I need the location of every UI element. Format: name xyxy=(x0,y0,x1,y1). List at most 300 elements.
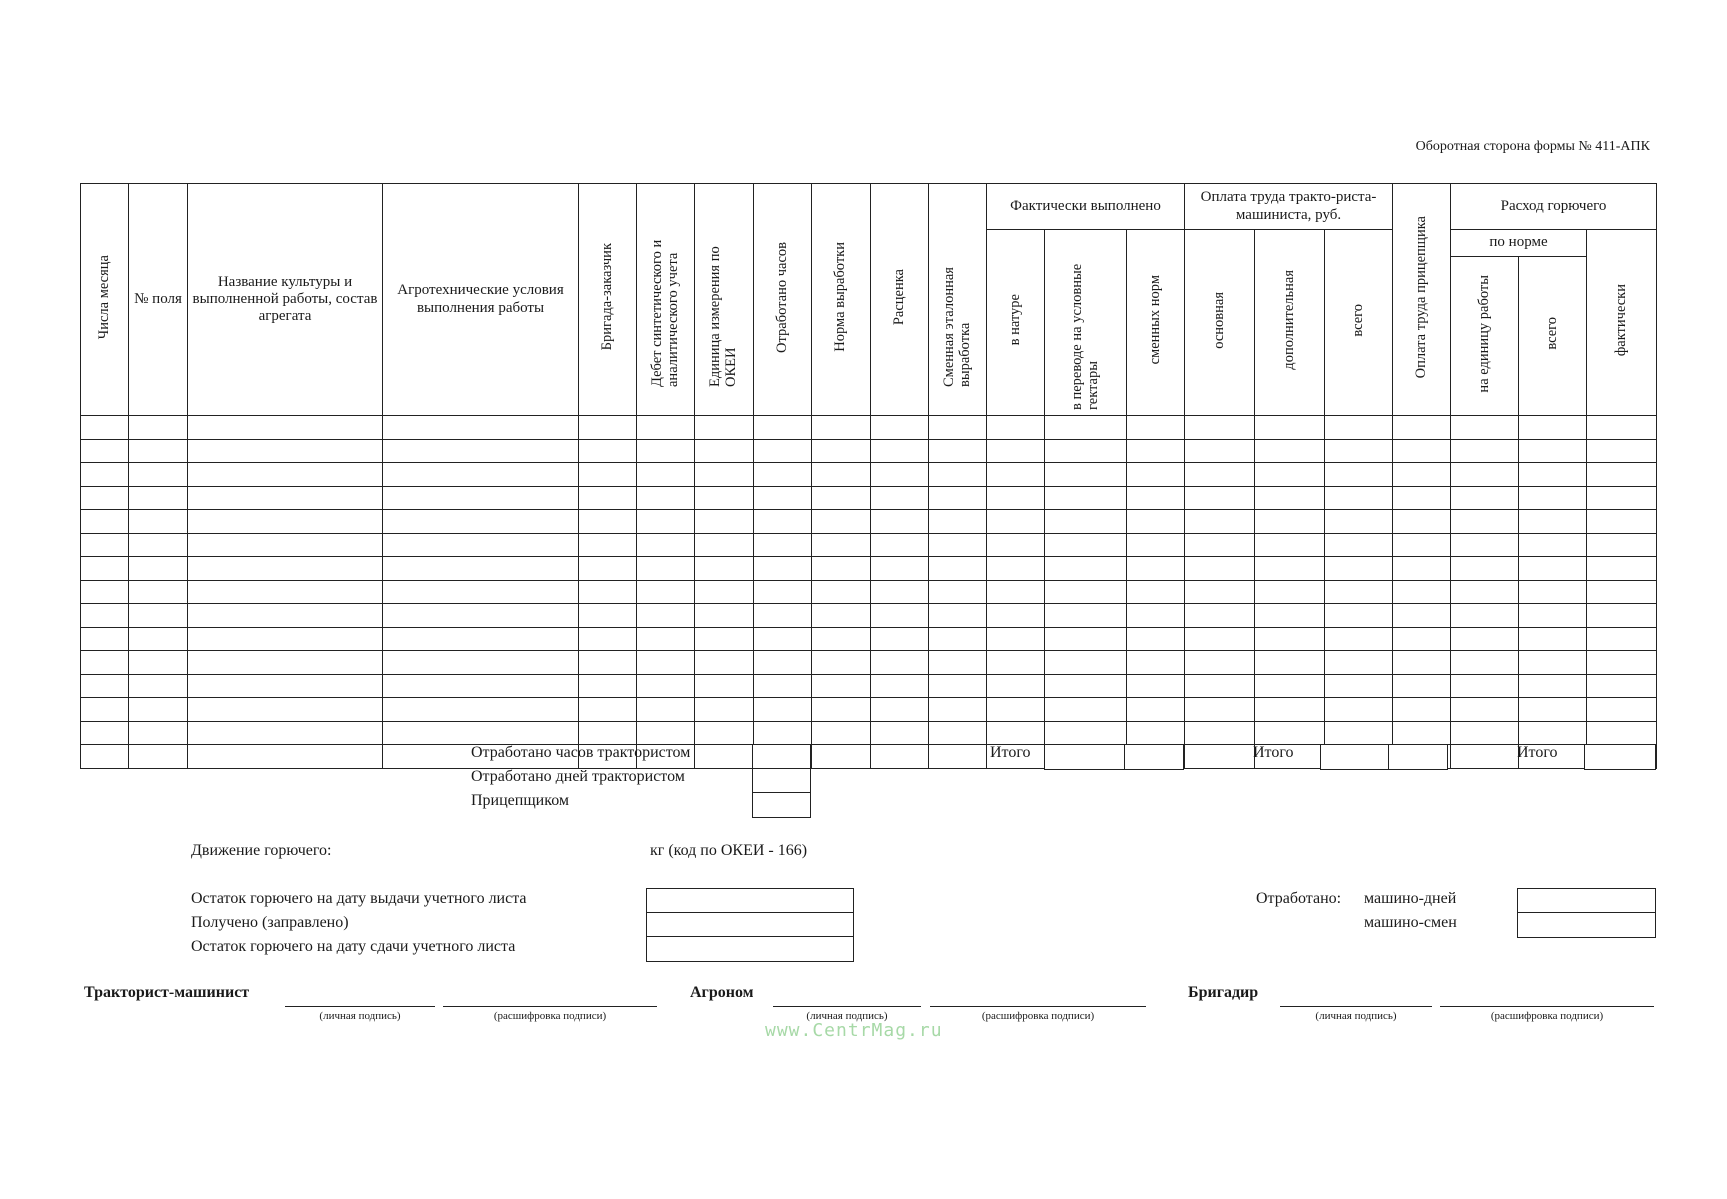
table-cell[interactable] xyxy=(1451,651,1519,675)
table-cell[interactable] xyxy=(1325,463,1393,487)
table-cell[interactable] xyxy=(987,651,1045,675)
table-cell[interactable] xyxy=(637,439,695,463)
sig-line-agronomist-personal[interactable] xyxy=(773,1006,921,1007)
table-cell[interactable] xyxy=(754,698,812,722)
table-cell[interactable] xyxy=(188,533,383,557)
table-cell[interactable] xyxy=(929,698,987,722)
table-cell[interactable] xyxy=(1451,745,1519,769)
table-cell[interactable] xyxy=(695,510,754,534)
table-cell[interactable] xyxy=(1127,627,1185,651)
table-cell[interactable] xyxy=(1325,439,1393,463)
table-cell[interactable] xyxy=(695,463,754,487)
table-cell[interactable] xyxy=(579,674,637,698)
table-cell[interactable] xyxy=(383,533,579,557)
table-cell[interactable] xyxy=(987,627,1045,651)
table-cell[interactable] xyxy=(1587,510,1657,534)
table-cell[interactable] xyxy=(695,580,754,604)
table-cell[interactable] xyxy=(579,698,637,722)
table-cell[interactable] xyxy=(81,533,129,557)
table-cell[interactable] xyxy=(579,486,637,510)
sig-line-brigadier-personal[interactable] xyxy=(1280,1006,1432,1007)
table-cell[interactable] xyxy=(812,604,871,628)
table-cell[interactable] xyxy=(188,510,383,534)
table-cell[interactable] xyxy=(929,463,987,487)
table-cell[interactable] xyxy=(383,580,579,604)
table-cell[interactable] xyxy=(1127,533,1185,557)
table-cell[interactable] xyxy=(1255,674,1325,698)
table-cell[interactable] xyxy=(1045,674,1127,698)
table-cell[interactable] xyxy=(1451,557,1519,581)
table-cell[interactable] xyxy=(81,486,129,510)
table-cell[interactable] xyxy=(1045,439,1127,463)
table-cell[interactable] xyxy=(383,698,579,722)
table-cell[interactable] xyxy=(129,486,188,510)
table-cell[interactable] xyxy=(81,416,129,440)
table-cell[interactable] xyxy=(1451,533,1519,557)
table-cell[interactable] xyxy=(1587,580,1657,604)
table-cell[interactable] xyxy=(129,698,188,722)
table-cell[interactable] xyxy=(1325,533,1393,557)
table-cell[interactable] xyxy=(129,745,188,769)
table-cell[interactable] xyxy=(929,510,987,534)
table-cell[interactable] xyxy=(754,651,812,675)
table-cell[interactable] xyxy=(754,721,812,745)
table-cell[interactable] xyxy=(383,439,579,463)
table-cell[interactable] xyxy=(987,721,1045,745)
table-cell[interactable] xyxy=(1127,486,1185,510)
table-cell[interactable] xyxy=(987,510,1045,534)
table-cell[interactable] xyxy=(637,651,695,675)
table-cell[interactable] xyxy=(81,510,129,534)
table-cell[interactable] xyxy=(1045,463,1127,487)
table-cell[interactable] xyxy=(188,674,383,698)
table-cell[interactable] xyxy=(871,533,929,557)
table-cell[interactable] xyxy=(695,627,754,651)
table-cell[interactable] xyxy=(754,510,812,534)
table-cell[interactable] xyxy=(812,698,871,722)
table-cell[interactable] xyxy=(1587,486,1657,510)
table-cell[interactable] xyxy=(1127,557,1185,581)
table-cell[interactable] xyxy=(871,604,929,628)
table-cell[interactable] xyxy=(1325,674,1393,698)
table-cell[interactable] xyxy=(754,604,812,628)
table-cell[interactable] xyxy=(929,533,987,557)
table-cell[interactable] xyxy=(871,698,929,722)
table-cell[interactable] xyxy=(1587,463,1657,487)
table-cell[interactable] xyxy=(579,721,637,745)
table-cell[interactable] xyxy=(1451,486,1519,510)
table-cell[interactable] xyxy=(1127,674,1185,698)
machine-shifts-box[interactable] xyxy=(1517,912,1656,938)
sig-line-tractorist-decode[interactable] xyxy=(443,1006,657,1007)
table-cell[interactable] xyxy=(1127,651,1185,675)
table-cell[interactable] xyxy=(1325,651,1393,675)
table-cell[interactable] xyxy=(1185,627,1255,651)
table-cell[interactable] xyxy=(188,745,383,769)
table-cell[interactable] xyxy=(1255,416,1325,440)
table-cell[interactable] xyxy=(579,627,637,651)
table-cell[interactable] xyxy=(754,557,812,581)
table-cell[interactable] xyxy=(1255,627,1325,651)
table-cell[interactable] xyxy=(637,627,695,651)
table-cell[interactable] xyxy=(1185,486,1255,510)
table-cell[interactable] xyxy=(188,439,383,463)
table-cell[interactable] xyxy=(929,721,987,745)
table-cell[interactable] xyxy=(1325,510,1393,534)
table-cell[interactable] xyxy=(1185,580,1255,604)
table-cell[interactable] xyxy=(754,533,812,557)
table-cell[interactable] xyxy=(1325,627,1393,651)
table-cell[interactable] xyxy=(695,439,754,463)
table-cell[interactable] xyxy=(383,510,579,534)
table-cell[interactable] xyxy=(812,533,871,557)
table-cell[interactable] xyxy=(987,674,1045,698)
table-cell[interactable] xyxy=(81,580,129,604)
table-cell[interactable] xyxy=(695,557,754,581)
table-cell[interactable] xyxy=(579,463,637,487)
table-cell[interactable] xyxy=(754,439,812,463)
table-cell[interactable] xyxy=(1255,439,1325,463)
table-cell[interactable] xyxy=(1519,627,1587,651)
table-cell[interactable] xyxy=(1587,416,1657,440)
table-cell[interactable] xyxy=(1325,580,1393,604)
table-cell[interactable] xyxy=(1045,651,1127,675)
table-cell[interactable] xyxy=(1185,604,1255,628)
table-cell[interactable] xyxy=(1185,651,1255,675)
table-cell[interactable] xyxy=(1519,580,1587,604)
table-cell[interactable] xyxy=(754,486,812,510)
table-cell[interactable] xyxy=(188,698,383,722)
table-cell[interactable] xyxy=(129,557,188,581)
table-cell[interactable] xyxy=(987,463,1045,487)
table-cell[interactable] xyxy=(987,604,1045,628)
table-cell[interactable] xyxy=(1393,416,1451,440)
table-cell[interactable] xyxy=(812,745,871,769)
table-cell[interactable] xyxy=(987,486,1045,510)
table-cell[interactable] xyxy=(987,439,1045,463)
table-cell[interactable] xyxy=(1255,604,1325,628)
table-cell[interactable] xyxy=(1045,533,1127,557)
table-cell[interactable] xyxy=(1451,627,1519,651)
table-cell[interactable] xyxy=(1127,698,1185,722)
table-cell[interactable] xyxy=(81,745,129,769)
table-cell[interactable] xyxy=(1393,674,1451,698)
table-cell[interactable] xyxy=(1519,698,1587,722)
table-cell[interactable] xyxy=(1451,439,1519,463)
table-cell[interactable] xyxy=(637,463,695,487)
table-cell[interactable] xyxy=(81,557,129,581)
table-cell[interactable] xyxy=(1255,533,1325,557)
table-cell[interactable] xyxy=(1393,604,1451,628)
table-cell[interactable] xyxy=(129,674,188,698)
table-cell[interactable] xyxy=(1185,533,1255,557)
table-cell[interactable] xyxy=(695,721,754,745)
table-cell[interactable] xyxy=(1255,486,1325,510)
table-cell[interactable] xyxy=(188,627,383,651)
table-cell[interactable] xyxy=(1393,627,1451,651)
table-cell[interactable] xyxy=(1185,721,1255,745)
table-cell[interactable] xyxy=(383,721,579,745)
table-cell[interactable] xyxy=(1045,557,1127,581)
table-cell[interactable] xyxy=(383,627,579,651)
table-cell[interactable] xyxy=(1255,698,1325,722)
table-cell[interactable] xyxy=(81,721,129,745)
table-cell[interactable] xyxy=(637,604,695,628)
table-cell[interactable] xyxy=(812,651,871,675)
table-cell[interactable] xyxy=(1185,439,1255,463)
table-cell[interactable] xyxy=(579,651,637,675)
table-cell[interactable] xyxy=(871,627,929,651)
table-cell[interactable] xyxy=(929,486,987,510)
table-cell[interactable] xyxy=(871,580,929,604)
table-cell[interactable] xyxy=(1127,510,1185,534)
table-cell[interactable] xyxy=(1393,721,1451,745)
table-cell[interactable] xyxy=(81,627,129,651)
sig-line-tractorist-personal[interactable] xyxy=(285,1006,435,1007)
days-by-tractorist-box[interactable] xyxy=(752,768,811,794)
table-cell[interactable] xyxy=(637,557,695,581)
table-cell[interactable] xyxy=(81,604,129,628)
table-cell[interactable] xyxy=(1255,557,1325,581)
sig-line-brigadier-decode[interactable] xyxy=(1440,1006,1654,1007)
table-cell[interactable] xyxy=(1127,721,1185,745)
itogo-trailer-pay-box[interactable] xyxy=(1388,744,1448,770)
table-cell[interactable] xyxy=(1127,439,1185,463)
table-cell[interactable] xyxy=(188,463,383,487)
table-cell[interactable] xyxy=(1127,416,1185,440)
table-cell[interactable] xyxy=(1451,510,1519,534)
table-cell[interactable] xyxy=(188,416,383,440)
table-cell[interactable] xyxy=(81,674,129,698)
table-cell[interactable] xyxy=(1587,698,1657,722)
table-cell[interactable] xyxy=(1519,510,1587,534)
table-cell[interactable] xyxy=(929,416,987,440)
table-cell[interactable] xyxy=(1393,463,1451,487)
table-cell[interactable] xyxy=(929,674,987,698)
table-cell[interactable] xyxy=(1255,580,1325,604)
table-cell[interactable] xyxy=(871,557,929,581)
table-cell[interactable] xyxy=(1587,604,1657,628)
table-cell[interactable] xyxy=(1587,651,1657,675)
table-cell[interactable] xyxy=(383,674,579,698)
itogo-fact-shift-box[interactable] xyxy=(1124,744,1184,770)
table-cell[interactable] xyxy=(1587,674,1657,698)
table-cell[interactable] xyxy=(1519,721,1587,745)
fuel-return-box[interactable] xyxy=(646,936,854,962)
table-cell[interactable] xyxy=(1519,533,1587,557)
table-cell[interactable] xyxy=(1185,745,1255,769)
table-cell[interactable] xyxy=(81,651,129,675)
table-cell[interactable] xyxy=(1393,533,1451,557)
table-cell[interactable] xyxy=(637,674,695,698)
fuel-issue-box[interactable] xyxy=(646,888,854,914)
table-cell[interactable] xyxy=(383,486,579,510)
table-cell[interactable] xyxy=(1587,721,1657,745)
table-cell[interactable] xyxy=(383,651,579,675)
table-cell[interactable] xyxy=(579,604,637,628)
table-cell[interactable] xyxy=(129,416,188,440)
table-cell[interactable] xyxy=(812,580,871,604)
table-cell[interactable] xyxy=(695,674,754,698)
table-cell[interactable] xyxy=(871,510,929,534)
table-cell[interactable] xyxy=(929,557,987,581)
table-cell[interactable] xyxy=(1451,674,1519,698)
table-cell[interactable] xyxy=(1393,698,1451,722)
table-cell[interactable] xyxy=(637,698,695,722)
table-cell[interactable] xyxy=(695,698,754,722)
table-cell[interactable] xyxy=(695,651,754,675)
itogo-fact-conv-box[interactable] xyxy=(1044,744,1126,770)
table-cell[interactable] xyxy=(1325,604,1393,628)
table-cell[interactable] xyxy=(812,721,871,745)
table-cell[interactable] xyxy=(637,580,695,604)
table-cell[interactable] xyxy=(1185,463,1255,487)
table-cell[interactable] xyxy=(637,416,695,440)
table-cell[interactable] xyxy=(383,604,579,628)
table-cell[interactable] xyxy=(812,674,871,698)
table-cell[interactable] xyxy=(1519,604,1587,628)
table-cell[interactable] xyxy=(1255,651,1325,675)
table-cell[interactable] xyxy=(1587,533,1657,557)
table-cell[interactable] xyxy=(1519,439,1587,463)
table-cell[interactable] xyxy=(1587,627,1657,651)
table-cell[interactable] xyxy=(929,627,987,651)
table-cell[interactable] xyxy=(929,604,987,628)
table-cell[interactable] xyxy=(1045,486,1127,510)
table-cell[interactable] xyxy=(1255,721,1325,745)
table-cell[interactable] xyxy=(1393,439,1451,463)
table-cell[interactable] xyxy=(579,533,637,557)
table-cell[interactable] xyxy=(579,510,637,534)
table-cell[interactable] xyxy=(188,580,383,604)
table-cell[interactable] xyxy=(579,416,637,440)
hours-by-tractorist-box[interactable] xyxy=(752,744,811,770)
table-cell[interactable] xyxy=(871,651,929,675)
table-cell[interactable] xyxy=(1045,604,1127,628)
table-cell[interactable] xyxy=(754,463,812,487)
trailer-box[interactable] xyxy=(752,792,811,818)
table-cell[interactable] xyxy=(695,604,754,628)
table-cell[interactable] xyxy=(1587,557,1657,581)
table-cell[interactable] xyxy=(987,580,1045,604)
table-cell[interactable] xyxy=(871,674,929,698)
table-cell[interactable] xyxy=(129,721,188,745)
table-cell[interactable] xyxy=(81,439,129,463)
table-cell[interactable] xyxy=(129,604,188,628)
table-cell[interactable] xyxy=(637,721,695,745)
table-cell[interactable] xyxy=(1519,486,1587,510)
table-cell[interactable] xyxy=(1185,698,1255,722)
machine-days-box[interactable] xyxy=(1517,888,1656,914)
table-cell[interactable] xyxy=(1393,486,1451,510)
table-cell[interactable] xyxy=(1393,580,1451,604)
fuel-received-box[interactable] xyxy=(646,912,854,938)
table-cell[interactable] xyxy=(1185,557,1255,581)
table-cell[interactable] xyxy=(383,557,579,581)
table-cell[interactable] xyxy=(1045,580,1127,604)
table-cell[interactable] xyxy=(1255,463,1325,487)
table-cell[interactable] xyxy=(1451,580,1519,604)
table-cell[interactable] xyxy=(1325,416,1393,440)
table-cell[interactable] xyxy=(812,557,871,581)
table-cell[interactable] xyxy=(1185,416,1255,440)
table-cell[interactable] xyxy=(1519,416,1587,440)
table-cell[interactable] xyxy=(1519,557,1587,581)
table-cell[interactable] xyxy=(1127,463,1185,487)
table-cell[interactable] xyxy=(1045,721,1127,745)
table-cell[interactable] xyxy=(987,416,1045,440)
table-cell[interactable] xyxy=(1127,604,1185,628)
table-cell[interactable] xyxy=(637,533,695,557)
table-cell[interactable] xyxy=(1519,674,1587,698)
table-cell[interactable] xyxy=(129,463,188,487)
table-cell[interactable] xyxy=(1451,463,1519,487)
table-cell[interactable] xyxy=(1325,486,1393,510)
table-cell[interactable] xyxy=(871,721,929,745)
table-cell[interactable] xyxy=(1451,416,1519,440)
itogo-fuel-actual-box[interactable] xyxy=(1584,744,1656,770)
table-cell[interactable] xyxy=(1451,698,1519,722)
table-cell[interactable] xyxy=(1185,674,1255,698)
table-cell[interactable] xyxy=(1393,510,1451,534)
table-cell[interactable] xyxy=(987,698,1045,722)
table-cell[interactable] xyxy=(1045,627,1127,651)
table-cell[interactable] xyxy=(987,557,1045,581)
table-cell[interactable] xyxy=(871,745,929,769)
table-cell[interactable] xyxy=(129,627,188,651)
table-cell[interactable] xyxy=(1451,721,1519,745)
table-cell[interactable] xyxy=(383,416,579,440)
table-cell[interactable] xyxy=(871,486,929,510)
table-cell[interactable] xyxy=(1185,510,1255,534)
table-cell[interactable] xyxy=(383,463,579,487)
table-cell[interactable] xyxy=(1255,510,1325,534)
table-cell[interactable] xyxy=(1519,463,1587,487)
table-cell[interactable] xyxy=(871,416,929,440)
table-cell[interactable] xyxy=(695,416,754,440)
table-cell[interactable] xyxy=(754,416,812,440)
table-cell[interactable] xyxy=(1045,698,1127,722)
table-cell[interactable] xyxy=(1393,557,1451,581)
table-cell[interactable] xyxy=(929,745,987,769)
sig-line-agronomist-decode[interactable] xyxy=(930,1006,1146,1007)
table-cell[interactable] xyxy=(129,651,188,675)
table-cell[interactable] xyxy=(929,439,987,463)
table-cell[interactable] xyxy=(871,463,929,487)
table-cell[interactable] xyxy=(129,439,188,463)
table-cell[interactable] xyxy=(1325,698,1393,722)
table-cell[interactable] xyxy=(129,533,188,557)
table-cell[interactable] xyxy=(812,486,871,510)
table-cell[interactable] xyxy=(188,721,383,745)
table-cell[interactable] xyxy=(129,580,188,604)
table-cell[interactable] xyxy=(1325,721,1393,745)
table-cell[interactable] xyxy=(1325,557,1393,581)
table-cell[interactable] xyxy=(929,580,987,604)
table-cell[interactable] xyxy=(929,651,987,675)
table-cell[interactable] xyxy=(695,745,754,769)
table-cell[interactable] xyxy=(1393,651,1451,675)
table-cell[interactable] xyxy=(188,651,383,675)
table-cell[interactable] xyxy=(579,580,637,604)
table-cell[interactable] xyxy=(1045,416,1127,440)
table-cell[interactable] xyxy=(129,510,188,534)
table-cell[interactable] xyxy=(812,416,871,440)
table-cell[interactable] xyxy=(188,557,383,581)
table-cell[interactable] xyxy=(754,627,812,651)
table-cell[interactable] xyxy=(81,698,129,722)
table-cell[interactable] xyxy=(812,439,871,463)
